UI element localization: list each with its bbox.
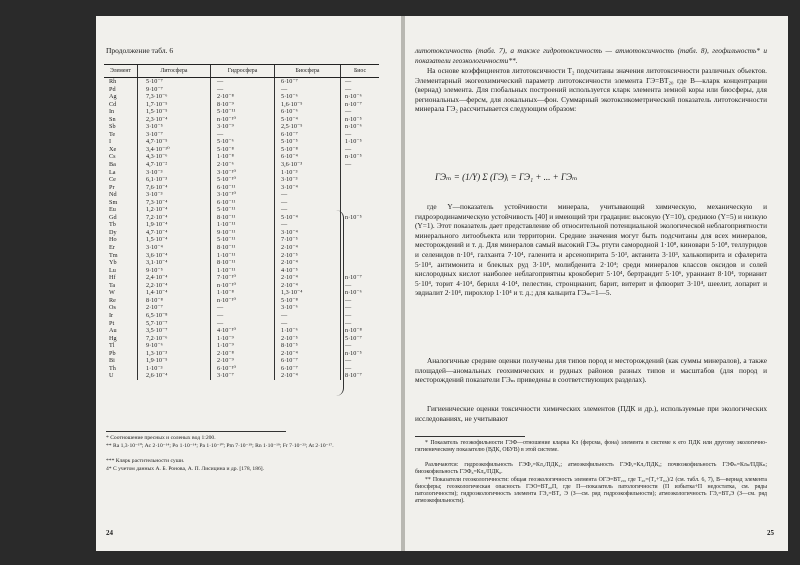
cell-biosphere: 3,6·10⁻³: [275, 161, 341, 169]
cell-element: Pt: [109, 319, 115, 327]
cell-biosphere: 6·10⁻⁷: [275, 365, 341, 373]
cell-lithosphere: 9·10⁻⁵: [138, 267, 211, 275]
cell-hydrosphere: 2·10⁻⁸: [211, 93, 275, 101]
right-footnote-3: [415, 477, 767, 505]
cell-hydrosphere: —: [211, 312, 275, 320]
cell-element: Tb: [109, 221, 116, 229]
cell-element: Pd: [109, 85, 116, 93]
cell-hydrosphere: 1·10⁻¹¹: [211, 252, 275, 260]
cell-biosphere: 1·10⁻³: [275, 169, 341, 177]
cell-bios: [341, 229, 380, 237]
cell-hydrosphere: n·10⁻¹⁰: [211, 282, 275, 290]
cell-hydrosphere: 1·10⁻⁸: [211, 289, 275, 297]
cell-lithosphere: 2·10⁻⁷: [138, 304, 211, 312]
cell-bios: —: [341, 282, 380, 290]
cell-bios: —: [341, 297, 380, 305]
cell-bios: [341, 184, 380, 192]
cell-bios: n·10⁻⁵: [341, 214, 380, 222]
cell-bios: —: [341, 304, 380, 312]
right-footnote-2: [415, 462, 767, 476]
cell-hydrosphere: —: [211, 78, 275, 86]
cell-bios: n·10⁻⁵: [341, 116, 380, 124]
cell-lithosphere: 1,7·10⁻⁵: [138, 101, 211, 109]
cell-lithosphere: 4,7·10⁻⁴: [138, 229, 211, 237]
cell-hydrosphere: 1·10⁻⁹: [211, 335, 275, 343]
cell-biosphere: 5·10⁻⁸: [275, 297, 341, 305]
table-row: [104, 93, 379, 101]
cell-bios: [341, 206, 380, 214]
cell-biosphere: 6·10⁻⁷: [275, 357, 341, 365]
col-hydrosphere: Гидросфера: [211, 65, 275, 78]
cell-biosphere: —: [275, 320, 341, 328]
cell-biosphere: 5·10⁻⁵: [275, 138, 341, 146]
cell-lithosphere: 2,4·10⁻⁴: [138, 274, 211, 282]
cell-hydrosphere: 8·10⁻¹¹: [211, 244, 275, 252]
cell-biosphere: 8·10⁻⁵: [275, 342, 341, 350]
cell-lithosphere: 1,9·10⁻⁴: [138, 221, 211, 229]
table-row: [104, 199, 379, 207]
table-row: [104, 169, 379, 177]
cell-element: Ho: [109, 236, 117, 244]
cell-bios: —: [341, 320, 380, 328]
paragraph-1: [415, 66, 767, 114]
cell-bios: n·10⁻⁶: [341, 93, 380, 101]
cell-element: Ta: [109, 281, 116, 289]
cell-element: Pb: [109, 349, 116, 357]
cell-bios: n·10⁻⁷: [341, 274, 380, 282]
right-footnote-1: [415, 440, 767, 454]
cell-hydrosphere: —: [211, 304, 275, 312]
cell-lithosphere: 4,7·10⁻²: [138, 161, 211, 169]
table-row: [104, 101, 379, 109]
table-row: [104, 161, 379, 169]
cell-hydrosphere: 1·10⁻¹¹: [211, 221, 275, 229]
cell-lithosphere: 3·10⁻³: [138, 169, 211, 177]
cell-hydrosphere: 3·10⁻¹⁰: [211, 169, 275, 177]
cell-lithosphere: 1,2·10⁻⁴: [138, 206, 211, 214]
cell-bios: n·10⁻⁶: [341, 289, 380, 297]
cell-biosphere: 5·10⁻⁴: [275, 116, 341, 124]
cell-element: Bi: [109, 357, 115, 365]
table-row: [104, 138, 379, 146]
right-footnote-3-text: ** Показатели геоэкологичности: общая геоэкологичность элемента ОГЭ=ВТ₂₀, где Т₂₀=(Т₂+Т₆₂)/2 (см. табл. 6, 7), В—вернад элемента биосферы; геоэкологическая опасность ГЭО=ВТ₂₀П, где П—показатель патологичности (П избытка+П недостатка, см. ряды патологичности); гидроэкологичность элемента ГЭ₂=ВТ₂ Э (З—см. ряд гидроэкофильности); атмоэкологичность ГЭₐ=ВТₐЭ (З—см. ряд атмоэкофильности).: [415, 477, 767, 505]
cell-element: Nd: [109, 191, 117, 199]
paragraph-4-text: Гигиенические оценки токсичности химических элементов (ПДК и др.), используемые при экологических исследованиях, не учитывают: [415, 404, 767, 423]
cell-lithosphere: 3·10⁻⁷: [138, 131, 211, 139]
cell-hydrosphere: 2·10⁻⁶: [211, 161, 275, 169]
cell-element: Pr: [109, 183, 115, 191]
paragraph-3: [415, 356, 767, 385]
cell-element: Sm: [109, 198, 118, 206]
paragraph-4: [415, 404, 767, 423]
cell-lithosphere: 1,3·10⁻³: [138, 350, 211, 358]
cell-element: Eu: [109, 206, 116, 214]
cell-bios: —: [341, 78, 380, 86]
cell-element: Te: [109, 130, 116, 138]
cell-bios: [341, 259, 380, 267]
cell-bios: 5·10⁻⁷: [341, 335, 380, 343]
cell-hydrosphere: 4·10⁻¹⁰: [211, 327, 275, 335]
cell-lithosphere: 6,1·10⁻³: [138, 176, 211, 184]
paragraph-2-text: где Y—показатель устойчивости минерала, учитывающий химическую, механическую и гидроэродинамическую устойчивость [40] и имеющий три градации: высокую (Y=10), среднюю (Y=5) и низкую (Y=1). Этот показатель дает представление об относительной потенциальной экологической неблагоприятности минерального литообъекта или территории. Средние значения могут быть подсчитаны для всех минералов, месторождений и т. д. Для минералов самый высокий ГЭₘ ртути самородной 1·10⁸, киновари 5·10⁸, теллуридов и селенидов n·10⁴, галханта 7·10⁴, галенита и арсенопирита 5·10³, актанита 3·10³, халькопирита и сфалерита 5·10⁴, антимонита и блеклых руд 3·10⁴, молибденита 2·10⁴; среди минералов классов оксидов и солей кислородных кислот наиболее неблагоприятны крокоберит 5·10⁴, бертрандит 5·10⁶, ураниант 8·10⁴, торианит 5·10⁴, торит 4·10⁴, берилл 4·10⁴, пелестин, стронцианит, барит, витерит и флюорит 3·10⁴, шеелит, лопарит и эвдиалит 2·10⁴, пирохлор 1·10⁴ и т. д.; для кальцита ГЭₘ=1—5.: [415, 202, 767, 298]
cell-element: Er: [109, 244, 115, 252]
cell-hydrosphere: 1·10⁻⁹: [211, 342, 275, 350]
cell-lithosphere: 7,3·10⁻⁶: [138, 93, 211, 101]
cell-element: Yb: [109, 259, 117, 267]
cell-hydrosphere: 5·10⁻¹¹: [211, 206, 275, 214]
cell-lithosphere: 9·10⁻⁷: [138, 86, 211, 94]
cell-biosphere: —: [275, 312, 341, 320]
footnote-4: 4* С учетом данных А. Б. Ронова, А. П. Лисицина и др. [178, 186].: [106, 466, 265, 472]
cell-element: U: [109, 372, 114, 380]
cell-biosphere: 2·10⁻⁵: [275, 335, 341, 343]
page-number-right: 25: [767, 529, 774, 537]
cell-lithosphere: 4,3·10⁻⁶: [138, 153, 211, 161]
cell-bios: [341, 176, 380, 184]
cell-biosphere: 6·10⁻⁷: [275, 78, 341, 86]
cell-bios: —: [341, 86, 380, 94]
cell-bios: [341, 244, 380, 252]
table-row: [104, 78, 379, 86]
cell-element: Sn: [109, 115, 116, 123]
cell-lithosphere: 1,5·10⁻⁴: [138, 236, 211, 244]
cell-bios: —: [341, 342, 380, 350]
cell-bios: 1·10⁻⁵: [341, 138, 380, 146]
cell-biosphere: 6·10⁻⁶: [275, 108, 341, 116]
cell-element: Au: [109, 327, 117, 335]
table-caption: Продолжение табл. 6: [106, 46, 174, 55]
cell-hydrosphere: 5·10⁻⁶: [211, 138, 275, 146]
cell-hydrosphere: 6·10⁻¹¹: [211, 184, 275, 192]
cell-bios: [341, 252, 380, 260]
cell-element: Tm: [109, 251, 118, 259]
cell-hydrosphere: 2·10⁻⁹: [211, 357, 275, 365]
cell-element: Xe: [109, 145, 117, 153]
cell-lithosphere: 3,4·10⁻¹⁰: [138, 146, 211, 154]
cell-bios: —: [341, 161, 380, 169]
cell-biosphere: 5·10⁻⁸: [275, 146, 341, 154]
cell-bios: —: [341, 365, 380, 373]
footnote-3: *** Клярк растительности суши.: [106, 458, 185, 464]
col-element: Элемент: [104, 65, 138, 78]
cell-bios: n·10⁻⁷: [341, 101, 380, 109]
cell-lithosphere: 5,7·10⁻⁷: [138, 320, 211, 328]
cell-biosphere: 3·10⁻³: [275, 176, 341, 184]
cell-lithosphere: 3,5·10⁻⁷: [138, 327, 211, 335]
table-row: [104, 123, 379, 131]
cell-bios: n·10⁻⁵: [341, 153, 380, 161]
cell-hydrosphere: 3·10⁻⁹: [211, 123, 275, 131]
cell-biosphere: 2,5·10⁻⁵: [275, 123, 341, 131]
right-page: [405, 16, 788, 551]
paragraph-intro: [415, 46, 767, 65]
cell-biosphere: —: [275, 199, 341, 207]
cell-lithosphere: 6,5·10⁻⁸: [138, 312, 211, 320]
cell-element: Rh: [109, 78, 117, 85]
paragraph-2: [415, 202, 767, 298]
table-header: [104, 65, 379, 78]
table-row: [104, 131, 379, 139]
footnote-1: * Соотношение пресных и соленых вод 1:200.: [106, 435, 216, 441]
cell-lithosphere: 7,2·10⁻⁶: [138, 335, 211, 343]
cell-element: W: [109, 289, 115, 297]
cell-bios: [341, 169, 380, 177]
cell-biosphere: —: [275, 86, 341, 94]
cell-lithosphere: 7,6·10⁻⁴: [138, 184, 211, 192]
table-row: [104, 146, 379, 154]
cell-biosphere: 2·10⁻⁴: [275, 259, 341, 267]
cell-lithosphere: 2,6·10⁻⁴: [138, 372, 211, 380]
cell-lithosphere: 4,7·10⁻⁵: [138, 138, 211, 146]
cell-biosphere: 6·10⁻⁷: [275, 131, 341, 139]
cell-biosphere: 2·10⁻⁵: [275, 252, 341, 260]
cell-hydrosphere: 8·10⁻¹¹: [211, 214, 275, 222]
cell-bios: [341, 236, 380, 244]
cell-biosphere: 3·10⁻⁴: [275, 184, 341, 192]
cell-hydrosphere: n·10⁻¹⁰: [211, 116, 275, 124]
cell-biosphere: 5·10⁻⁴: [275, 214, 341, 222]
cell-bios: [341, 191, 380, 199]
table-row: [104, 108, 379, 116]
cell-element: Ir: [109, 311, 114, 319]
cell-biosphere: 2·10⁻⁴: [275, 350, 341, 358]
footnote-rule: [106, 431, 286, 432]
cell-biosphere: —: [275, 221, 341, 229]
cell-hydrosphere: 6·10⁻¹¹: [211, 199, 275, 207]
cell-hydrosphere: —: [211, 86, 275, 94]
cell-element: La: [109, 168, 116, 176]
cell-element: Lu: [109, 266, 116, 274]
cell-lithosphere: 7,3·10⁻⁴: [138, 199, 211, 207]
cell-biosphere: 2·10⁻⁴: [275, 244, 341, 252]
table-row: [104, 116, 379, 124]
left-page: [96, 16, 401, 551]
cell-lithosphere: 8·10⁻⁸: [138, 297, 211, 305]
footnote-rule-right: [415, 436, 525, 437]
page-number-left: 24: [106, 529, 113, 537]
cell-bios: —: [341, 312, 380, 320]
cell-hydrosphere: 3·10⁻¹⁰: [211, 191, 275, 199]
cell-element: Ce: [109, 176, 116, 184]
cell-hydrosphere: 7·10⁻¹⁰: [211, 274, 275, 282]
cell-lithosphere: 1·10⁻³: [138, 365, 211, 373]
cell-bios: n·10⁻⁵: [341, 350, 380, 358]
cell-lithosphere: 7,2·10⁻⁴: [138, 214, 211, 222]
cell-lithosphere: 1,9·10⁻⁵: [138, 357, 211, 365]
table-row: [104, 184, 379, 192]
cell-bios: —: [341, 146, 380, 154]
cell-element: Os: [109, 304, 116, 312]
cell-biosphere: 1,3·10⁻⁴: [275, 289, 341, 297]
cell-bios: —: [341, 131, 380, 139]
cell-bios: [341, 221, 380, 229]
cell-element: I: [109, 138, 112, 146]
cell-lithosphere: 3,1·10⁻⁴: [138, 259, 211, 267]
cell-biosphere: 2·10⁻⁴: [275, 372, 341, 380]
cell-lithosphere: 1,5·10⁻⁵: [138, 108, 211, 116]
cell-element: Cd: [109, 100, 117, 108]
cell-biosphere: 1·10⁻⁶: [275, 327, 341, 335]
cell-hydrosphere: n·10⁻¹⁰: [211, 297, 275, 305]
cell-hydrosphere: 2·10⁻⁸: [211, 350, 275, 358]
right-footnote-2-text: Различаются: гидроэкофильность ГЭФ₂=Кл₂/ПДК₂; атмоэкофильность ГЭФₐ=Клₐ/ПДКₐ; почвоэкофильность ГЭФₙ=Клₙ/ПДКₙ; биоэкофильность ГЭФ₆=Кл₆/ПДК₆.: [415, 462, 767, 476]
cell-lithosphere: 3,6·10⁻⁴: [138, 252, 211, 260]
col-bios: Биос: [341, 65, 380, 78]
cell-element: In: [109, 108, 115, 116]
cell-hydrosphere: 5·10⁻¹¹: [211, 236, 275, 244]
cell-bios: [341, 267, 380, 275]
cell-element: Dy: [109, 228, 117, 236]
intro-text: литотоксичность (табл. 7), а также гидротоксичность — атмотоксичность (табл. 8), геофильность* и показатели геоэкологичности**.: [415, 46, 767, 65]
cell-hydrosphere: —: [211, 131, 275, 139]
cell-biosphere: 4·10⁻⁵: [275, 267, 341, 275]
cell-lithosphere: 5·10⁻⁷: [138, 78, 211, 86]
cell-bios: n·10⁻⁶: [341, 123, 380, 131]
cell-hydrosphere: 8·10⁻⁹: [211, 101, 275, 109]
formula: ГЭₘ = (1/Y) Σ (ГЭ)ᵢ = ГЭ₁ + ... + ГЭₘ: [435, 172, 578, 182]
cell-biosphere: 3·10⁻⁴: [275, 229, 341, 237]
cell-biosphere: 3·10⁻⁶: [275, 304, 341, 312]
cell-hydrosphere: 6·10⁻¹⁰: [211, 365, 275, 373]
cell-biosphere: 6·10⁻⁴: [275, 153, 341, 161]
cell-lithosphere: 3·10⁻³: [138, 191, 211, 199]
table-row: [104, 86, 379, 94]
cell-lithosphere: 3·10⁻⁵: [138, 123, 211, 131]
cell-hydrosphere: 1·10⁻¹¹: [211, 267, 275, 275]
cell-hydrosphere: —: [211, 320, 275, 328]
table-row: [104, 176, 379, 184]
cell-hydrosphere: 8·10⁻¹¹: [211, 259, 275, 267]
cell-element: Ag: [109, 93, 117, 101]
cell-bios: 8·10⁻⁷: [341, 372, 380, 380]
cell-element: Hf: [109, 274, 116, 282]
cell-biosphere: 7·10⁻⁵: [275, 236, 341, 244]
table-row: [104, 153, 379, 161]
cell-biosphere: 2·10⁻⁴: [275, 274, 341, 282]
cell-bios: [341, 199, 380, 207]
cell-bios: —: [341, 357, 380, 365]
col-biosphere: Биосфера: [275, 65, 341, 78]
cell-biosphere: —: [275, 191, 341, 199]
cell-hydrosphere: 3·10⁻⁷: [211, 372, 275, 380]
cell-lithosphere: 9·10⁻⁶: [138, 342, 211, 350]
group-brace: [336, 210, 344, 396]
paragraph-3-text: Аналогичные средние оценки получены для типов пород и месторождений (как суммы минералов), а также площадей—аномальных геохимических и рудных районов разных типов и масштабов (для пород и месторождений показатели ГЭₘ приведены в соответствующих разделах).: [415, 356, 767, 385]
cell-hydrosphere: 9·10⁻¹¹: [211, 229, 275, 237]
cell-biosphere: 1,6·10⁻⁵: [275, 101, 341, 109]
cell-lithosphere: 2,3·10⁻⁴: [138, 116, 211, 124]
paragraph-1-text: На основе коэффициентов литотоксичности Т₂ подсчитаны значения литотоксичности различных объектов. Элементарный экогеохимический параметр литотоксичности элемента ГЭ=ВТ₂₀ где В—кларк концентрации (вернад) элемента. Для глобальных построений используется кларк элемента земной коры или биосферы, для региональных—ферсм, для локальных—фон. Суммарный экотоксикометрический показатель литотоксичности минерала ГЭ₂ рассчитывается следующим образом:: [415, 66, 767, 114]
cell-element: Ba: [109, 161, 116, 169]
cell-bios: —: [341, 108, 380, 116]
right-footnote-1-text: * Показатель геоэкофильности ГЭФ—отношение кларка Кл (ферсма, фона) элемента в системе к его ПДК или другому экологично-гигиеническому показателю (ВДК, ОБУВ) в этой системе.: [415, 440, 767, 454]
table-row: [104, 191, 379, 199]
cell-hydrosphere: 5·10⁻¹¹: [211, 108, 275, 116]
cell-biosphere: —: [275, 206, 341, 214]
cell-element: Gd: [109, 213, 117, 221]
cell-lithosphere: 1,4·10⁻⁴: [138, 289, 211, 297]
cell-biosphere: 5·10⁻⁶: [275, 93, 341, 101]
cell-bios: n·10⁻⁸: [341, 327, 380, 335]
cell-hydrosphere: 5·10⁻⁸: [211, 146, 275, 154]
cell-lithosphere: 2,2·10⁻⁴: [138, 282, 211, 290]
cell-element: Th: [109, 364, 116, 372]
cell-element: Re: [109, 296, 116, 304]
cell-lithosphere: 3·10⁻⁴: [138, 244, 211, 252]
cell-element: Sb: [109, 123, 116, 131]
cell-hydrosphere: 1·10⁻⁸: [211, 153, 275, 161]
cell-element: Tl: [109, 342, 115, 350]
cell-element: Hg: [109, 334, 117, 342]
cell-hydrosphere: 5·10⁻¹⁰: [211, 176, 275, 184]
col-lithosphere: Литосфера: [138, 65, 211, 78]
footnote-2: ** Ra 1,3·10⁻¹⁰; Ac 2·10⁻¹⁴; Po 1·10⁻¹⁴; Pa 1·10⁻¹⁰; Pm 7·10⁻¹⁹; Rn 1·10⁻¹⁹; Fr 7·10⁻²³; At 2·10⁻¹⁷.: [106, 443, 334, 449]
cell-biosphere: 2·10⁻⁴: [275, 282, 341, 290]
cell-element: Cs: [109, 153, 116, 161]
